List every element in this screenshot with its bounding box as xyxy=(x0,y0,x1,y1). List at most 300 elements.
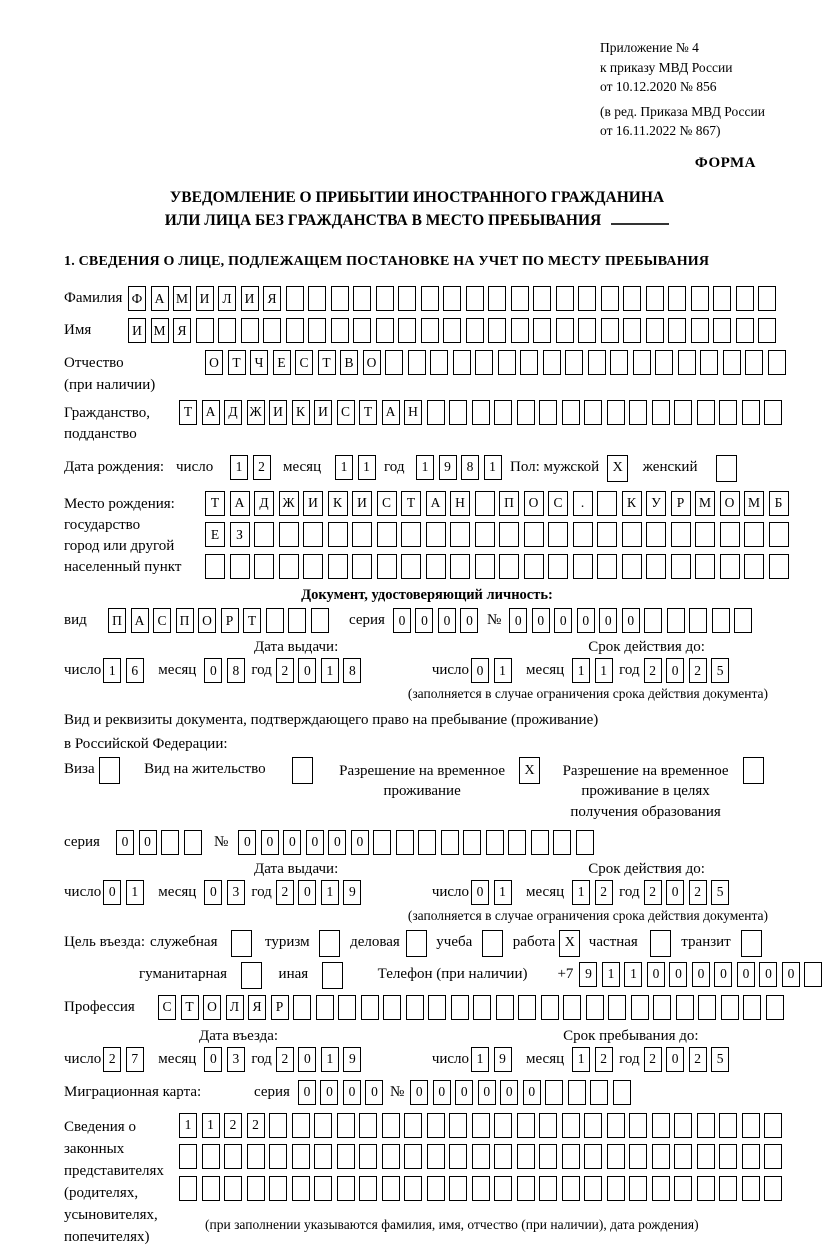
char-box[interactable]: 0 xyxy=(393,608,411,633)
char-box[interactable] xyxy=(450,522,470,547)
char-box[interactable] xyxy=(331,286,349,311)
char-box[interactable]: 0 xyxy=(320,1080,338,1105)
char-box[interactable] xyxy=(573,522,593,547)
purpose-business-checkbox[interactable] xyxy=(406,930,432,957)
char-box[interactable]: 8 xyxy=(227,658,245,683)
char-box[interactable] xyxy=(494,400,512,425)
char-box[interactable] xyxy=(328,554,348,579)
char-box[interactable] xyxy=(247,1144,265,1169)
char-box[interactable]: Т xyxy=(205,491,225,516)
char-box[interactable]: 0 xyxy=(714,962,732,987)
char-box[interactable]: 1 xyxy=(335,455,353,480)
char-box[interactable] xyxy=(629,1176,647,1201)
char-box[interactable] xyxy=(721,995,739,1020)
char-box[interactable]: 0 xyxy=(238,830,256,855)
char-box[interactable] xyxy=(758,286,776,311)
char-box[interactable]: 6 xyxy=(126,658,144,683)
char-box[interactable]: О xyxy=(198,608,216,633)
char-box[interactable] xyxy=(404,1113,422,1138)
char-box[interactable]: 0 xyxy=(204,658,222,683)
checkbox[interactable] xyxy=(650,930,671,957)
char-box[interactable] xyxy=(269,1113,287,1138)
purpose-other-checkbox[interactable] xyxy=(322,962,348,989)
char-box[interactable] xyxy=(562,1113,580,1138)
char-box[interactable] xyxy=(430,350,448,375)
purpose-private-checkbox[interactable] xyxy=(650,930,676,957)
char-box[interactable]: З xyxy=(230,522,250,547)
char-box[interactable] xyxy=(700,350,718,375)
char-box[interactable] xyxy=(653,995,671,1020)
char-box[interactable] xyxy=(597,522,617,547)
char-box[interactable]: 1 xyxy=(126,880,144,905)
char-box[interactable] xyxy=(520,350,538,375)
char-box[interactable] xyxy=(548,522,568,547)
char-box[interactable] xyxy=(736,318,754,343)
char-box[interactable]: О xyxy=(524,491,544,516)
char-box[interactable] xyxy=(588,350,606,375)
char-box[interactable]: 0 xyxy=(204,880,222,905)
char-box[interactable]: 0 xyxy=(523,1080,541,1105)
char-box[interactable] xyxy=(597,554,617,579)
char-box[interactable] xyxy=(286,286,304,311)
checkbox[interactable]: X xyxy=(607,455,628,482)
char-box[interactable] xyxy=(742,1144,760,1169)
char-box[interactable] xyxy=(601,286,619,311)
char-box[interactable] xyxy=(224,1176,242,1201)
char-box[interactable] xyxy=(713,318,731,343)
char-box[interactable] xyxy=(308,286,326,311)
char-box[interactable]: 0 xyxy=(478,1080,496,1105)
char-box[interactable] xyxy=(406,995,424,1020)
char-box[interactable]: 3 xyxy=(227,1047,245,1072)
char-box[interactable]: 1 xyxy=(602,962,620,987)
char-box[interactable] xyxy=(652,1144,670,1169)
char-box[interactable]: О xyxy=(205,350,223,375)
char-box[interactable]: 0 xyxy=(692,962,710,987)
char-box[interactable]: Т xyxy=(179,400,197,425)
char-box[interactable]: К xyxy=(328,491,348,516)
checkbox[interactable] xyxy=(319,930,340,957)
char-box[interactable]: Л xyxy=(218,286,236,311)
char-box[interactable]: Е xyxy=(205,522,225,547)
char-box[interactable]: 1 xyxy=(595,658,613,683)
char-box[interactable] xyxy=(473,995,491,1020)
char-box[interactable] xyxy=(184,830,202,855)
char-box[interactable] xyxy=(352,554,372,579)
char-box[interactable]: Я xyxy=(263,286,281,311)
char-box[interactable] xyxy=(499,522,519,547)
char-box[interactable]: 2 xyxy=(595,1047,613,1072)
title-blank-underline[interactable] xyxy=(611,211,669,225)
char-box[interactable] xyxy=(266,608,284,633)
char-box[interactable] xyxy=(631,995,649,1020)
char-box[interactable]: 9 xyxy=(343,1047,361,1072)
char-box[interactable] xyxy=(308,318,326,343)
char-box[interactable] xyxy=(769,554,789,579)
char-box[interactable] xyxy=(443,318,461,343)
char-box[interactable] xyxy=(744,522,764,547)
char-box[interactable]: 0 xyxy=(298,658,316,683)
checkbox[interactable] xyxy=(231,930,252,957)
char-box[interactable]: 8 xyxy=(461,455,479,480)
char-box[interactable] xyxy=(524,522,544,547)
char-box[interactable]: 9 xyxy=(494,1047,512,1072)
char-box[interactable] xyxy=(353,286,371,311)
char-box[interactable] xyxy=(292,1113,310,1138)
char-box[interactable] xyxy=(475,350,493,375)
char-box[interactable] xyxy=(427,400,445,425)
char-box[interactable]: 0 xyxy=(415,608,433,633)
char-box[interactable]: 0 xyxy=(298,1047,316,1072)
char-box[interactable]: 2 xyxy=(247,1113,265,1138)
char-box[interactable] xyxy=(562,1144,580,1169)
char-box[interactable] xyxy=(196,318,214,343)
char-box[interactable] xyxy=(764,1176,782,1201)
char-box[interactable] xyxy=(713,286,731,311)
char-box[interactable]: О xyxy=(720,491,740,516)
char-box[interactable]: 0 xyxy=(298,1080,316,1105)
char-box[interactable] xyxy=(622,522,642,547)
char-box[interactable] xyxy=(518,995,536,1020)
char-box[interactable] xyxy=(443,286,461,311)
char-box[interactable] xyxy=(548,554,568,579)
char-box[interactable] xyxy=(613,1080,631,1105)
char-box[interactable]: С xyxy=(337,400,355,425)
checkbox[interactable]: X xyxy=(559,930,580,957)
char-box[interactable]: 2 xyxy=(644,1047,662,1072)
char-box[interactable]: 1 xyxy=(494,658,512,683)
char-box[interactable] xyxy=(337,1176,355,1201)
checkbox[interactable] xyxy=(292,757,313,784)
sex-male-checkbox[interactable] xyxy=(607,455,633,482)
char-box[interactable] xyxy=(517,1144,535,1169)
char-box[interactable] xyxy=(254,554,274,579)
char-box[interactable] xyxy=(524,554,544,579)
char-box[interactable] xyxy=(427,1113,445,1138)
char-box[interactable]: Е xyxy=(273,350,291,375)
char-box[interactable] xyxy=(764,1144,782,1169)
char-box[interactable] xyxy=(311,608,329,633)
char-box[interactable] xyxy=(562,400,580,425)
char-box[interactable] xyxy=(449,400,467,425)
char-box[interactable]: Т xyxy=(359,400,377,425)
char-box[interactable] xyxy=(475,554,495,579)
char-box[interactable]: 2 xyxy=(644,658,662,683)
char-box[interactable] xyxy=(764,400,782,425)
char-box[interactable]: И xyxy=(352,491,372,516)
char-box[interactable] xyxy=(472,1144,490,1169)
char-box[interactable]: 0 xyxy=(204,1047,222,1072)
char-box[interactable]: 1 xyxy=(358,455,376,480)
char-box[interactable] xyxy=(426,554,446,579)
char-box[interactable]: Я xyxy=(248,995,266,1020)
char-box[interactable] xyxy=(383,995,401,1020)
char-box[interactable] xyxy=(426,522,446,547)
char-box[interactable] xyxy=(486,830,504,855)
char-box[interactable]: 0 xyxy=(666,658,684,683)
char-box[interactable]: 1 xyxy=(179,1113,197,1138)
char-box[interactable]: 9 xyxy=(439,455,457,480)
char-box[interactable] xyxy=(475,522,495,547)
char-box[interactable]: 0 xyxy=(298,880,316,905)
char-box[interactable] xyxy=(541,995,559,1020)
char-box[interactable]: Ф xyxy=(128,286,146,311)
temp-residence-edu-checkbox[interactable] xyxy=(743,757,769,784)
char-box[interactable]: 1 xyxy=(572,1047,590,1072)
char-box[interactable] xyxy=(254,522,274,547)
char-box[interactable] xyxy=(202,1144,220,1169)
char-box[interactable] xyxy=(568,1080,586,1105)
char-box[interactable]: 0 xyxy=(343,1080,361,1105)
char-box[interactable] xyxy=(742,1113,760,1138)
char-box[interactable] xyxy=(607,1176,625,1201)
purpose-humanitarian-checkbox[interactable] xyxy=(241,962,267,989)
char-box[interactable]: 8 xyxy=(343,658,361,683)
char-box[interactable]: Т xyxy=(228,350,246,375)
char-box[interactable]: С xyxy=(295,350,313,375)
char-box[interactable]: 7 xyxy=(126,1047,144,1072)
char-box[interactable]: 5 xyxy=(711,880,729,905)
char-box[interactable]: . xyxy=(573,491,593,516)
char-box[interactable] xyxy=(623,318,641,343)
purpose-official-checkbox[interactable] xyxy=(231,930,257,957)
char-box[interactable]: 0 xyxy=(328,830,346,855)
char-box[interactable] xyxy=(601,318,619,343)
char-box[interactable]: 9 xyxy=(579,962,597,987)
char-box[interactable] xyxy=(674,1176,692,1201)
char-box[interactable] xyxy=(263,318,281,343)
char-box[interactable]: Т xyxy=(181,995,199,1020)
char-box[interactable] xyxy=(556,318,574,343)
char-box[interactable] xyxy=(451,995,469,1020)
char-box[interactable]: 0 xyxy=(283,830,301,855)
char-box[interactable]: 1 xyxy=(572,880,590,905)
char-box[interactable]: 2 xyxy=(224,1113,242,1138)
char-box[interactable] xyxy=(398,318,416,343)
char-box[interactable] xyxy=(382,1113,400,1138)
char-box[interactable] xyxy=(517,1176,535,1201)
char-box[interactable] xyxy=(562,1176,580,1201)
char-box[interactable] xyxy=(427,1144,445,1169)
char-box[interactable]: 1 xyxy=(103,658,121,683)
char-box[interactable]: 5 xyxy=(711,658,729,683)
char-box[interactable] xyxy=(576,830,594,855)
char-box[interactable]: 2 xyxy=(689,1047,707,1072)
char-box[interactable]: 0 xyxy=(139,830,157,855)
char-box[interactable] xyxy=(698,995,716,1020)
char-box[interactable] xyxy=(401,522,421,547)
char-box[interactable]: 1 xyxy=(624,962,642,987)
char-box[interactable] xyxy=(377,522,397,547)
char-box[interactable] xyxy=(499,554,519,579)
char-box[interactable]: А xyxy=(151,286,169,311)
char-box[interactable]: 1 xyxy=(471,1047,489,1072)
char-box[interactable] xyxy=(539,1144,557,1169)
char-box[interactable] xyxy=(531,830,549,855)
char-box[interactable]: П xyxy=(499,491,519,516)
char-box[interactable] xyxy=(668,318,686,343)
char-box[interactable] xyxy=(652,400,670,425)
char-box[interactable] xyxy=(769,522,789,547)
char-box[interactable] xyxy=(293,995,311,1020)
char-box[interactable]: О xyxy=(363,350,381,375)
char-box[interactable] xyxy=(382,1176,400,1201)
char-box[interactable]: А xyxy=(131,608,149,633)
char-box[interactable]: А xyxy=(202,400,220,425)
purpose-study-checkbox[interactable] xyxy=(482,930,508,957)
char-box[interactable]: 2 xyxy=(276,880,294,905)
char-box[interactable] xyxy=(578,286,596,311)
char-box[interactable] xyxy=(428,995,446,1020)
char-box[interactable] xyxy=(314,1176,332,1201)
char-box[interactable]: Р xyxy=(271,995,289,1020)
char-box[interactable] xyxy=(691,318,709,343)
char-box[interactable] xyxy=(719,1144,737,1169)
char-box[interactable] xyxy=(608,995,626,1020)
char-box[interactable] xyxy=(533,286,551,311)
char-box[interactable] xyxy=(269,1144,287,1169)
purpose-transit-checkbox[interactable] xyxy=(741,930,767,957)
char-box[interactable] xyxy=(224,1144,242,1169)
char-box[interactable] xyxy=(463,830,481,855)
char-box[interactable] xyxy=(623,286,641,311)
char-box[interactable]: М xyxy=(173,286,191,311)
char-box[interactable] xyxy=(695,522,715,547)
char-box[interactable]: 1 xyxy=(494,880,512,905)
char-box[interactable] xyxy=(584,1113,602,1138)
char-box[interactable]: 0 xyxy=(782,962,800,987)
char-box[interactable]: А xyxy=(230,491,250,516)
char-box[interactable]: 1 xyxy=(230,455,248,480)
char-box[interactable] xyxy=(303,554,323,579)
char-box[interactable]: Н xyxy=(450,491,470,516)
char-box[interactable]: Р xyxy=(671,491,691,516)
char-box[interactable]: 0 xyxy=(509,608,527,633)
char-box[interactable]: 0 xyxy=(737,962,755,987)
char-box[interactable] xyxy=(337,1113,355,1138)
char-box[interactable] xyxy=(488,286,506,311)
char-box[interactable]: 1 xyxy=(321,658,339,683)
char-box[interactable]: 0 xyxy=(306,830,324,855)
char-box[interactable] xyxy=(466,286,484,311)
char-box[interactable]: И xyxy=(196,286,214,311)
char-box[interactable] xyxy=(584,400,602,425)
char-box[interactable] xyxy=(316,995,334,1020)
char-box[interactable] xyxy=(292,1144,310,1169)
char-box[interactable] xyxy=(539,400,557,425)
char-box[interactable] xyxy=(421,318,439,343)
char-box[interactable] xyxy=(674,1113,692,1138)
char-box[interactable] xyxy=(508,830,526,855)
char-box[interactable]: И xyxy=(314,400,332,425)
char-box[interactable] xyxy=(376,318,394,343)
char-box[interactable] xyxy=(361,995,379,1020)
char-box[interactable]: Ж xyxy=(247,400,265,425)
char-box[interactable]: 1 xyxy=(202,1113,220,1138)
char-box[interactable] xyxy=(539,1113,557,1138)
char-box[interactable]: В xyxy=(340,350,358,375)
char-box[interactable] xyxy=(511,318,529,343)
char-box[interactable] xyxy=(736,286,754,311)
char-box[interactable] xyxy=(629,1113,647,1138)
char-box[interactable] xyxy=(597,491,617,516)
char-box[interactable] xyxy=(674,400,692,425)
char-box[interactable] xyxy=(646,318,664,343)
char-box[interactable]: Т xyxy=(401,491,421,516)
char-box[interactable]: М xyxy=(744,491,764,516)
visa-checkbox[interactable] xyxy=(99,757,125,784)
char-box[interactable] xyxy=(404,1176,422,1201)
char-box[interactable] xyxy=(744,554,764,579)
char-box[interactable]: Л xyxy=(226,995,244,1020)
char-box[interactable] xyxy=(398,286,416,311)
char-box[interactable] xyxy=(768,350,786,375)
char-box[interactable] xyxy=(745,350,763,375)
char-box[interactable]: 0 xyxy=(666,880,684,905)
char-box[interactable]: 0 xyxy=(433,1080,451,1105)
char-box[interactable]: К xyxy=(622,491,642,516)
char-box[interactable] xyxy=(674,1144,692,1169)
char-box[interactable] xyxy=(764,1113,782,1138)
char-box[interactable] xyxy=(314,1144,332,1169)
char-box[interactable]: 0 xyxy=(410,1080,428,1105)
char-box[interactable] xyxy=(401,554,421,579)
checkbox[interactable]: X xyxy=(519,757,540,784)
char-box[interactable] xyxy=(565,350,583,375)
char-box[interactable]: 0 xyxy=(471,658,489,683)
char-box[interactable] xyxy=(719,1113,737,1138)
char-box[interactable]: 2 xyxy=(689,880,707,905)
char-box[interactable] xyxy=(633,350,651,375)
char-box[interactable] xyxy=(202,1176,220,1201)
char-box[interactable] xyxy=(743,995,761,1020)
char-box[interactable]: 2 xyxy=(644,880,662,905)
char-box[interactable] xyxy=(218,318,236,343)
char-box[interactable]: 0 xyxy=(103,880,121,905)
char-box[interactable]: С xyxy=(153,608,171,633)
char-box[interactable]: А xyxy=(426,491,446,516)
char-box[interactable] xyxy=(205,554,225,579)
char-box[interactable] xyxy=(247,1176,265,1201)
checkbox[interactable] xyxy=(741,930,762,957)
char-box[interactable]: 2 xyxy=(103,1047,121,1072)
char-box[interactable] xyxy=(573,554,593,579)
char-box[interactable] xyxy=(719,400,737,425)
char-box[interactable]: С xyxy=(377,491,397,516)
char-box[interactable]: М xyxy=(695,491,715,516)
char-box[interactable] xyxy=(586,995,604,1020)
char-box[interactable] xyxy=(288,608,306,633)
char-box[interactable]: Н xyxy=(404,400,422,425)
char-box[interactable]: 2 xyxy=(689,658,707,683)
char-box[interactable] xyxy=(314,1113,332,1138)
char-box[interactable]: 1 xyxy=(484,455,502,480)
char-box[interactable]: 1 xyxy=(416,455,434,480)
char-box[interactable] xyxy=(655,350,673,375)
char-box[interactable] xyxy=(622,554,642,579)
purpose-tourism-checkbox[interactable] xyxy=(319,930,345,957)
sex-female-checkbox[interactable] xyxy=(716,455,742,482)
char-box[interactable] xyxy=(161,830,179,855)
checkbox[interactable] xyxy=(406,930,427,957)
char-box[interactable] xyxy=(712,608,730,633)
char-box[interactable]: 1 xyxy=(321,1047,339,1072)
char-box[interactable] xyxy=(689,608,707,633)
char-box[interactable]: 0 xyxy=(116,830,134,855)
char-box[interactable]: 0 xyxy=(599,608,617,633)
char-box[interactable]: И xyxy=(303,491,323,516)
char-box[interactable] xyxy=(488,318,506,343)
